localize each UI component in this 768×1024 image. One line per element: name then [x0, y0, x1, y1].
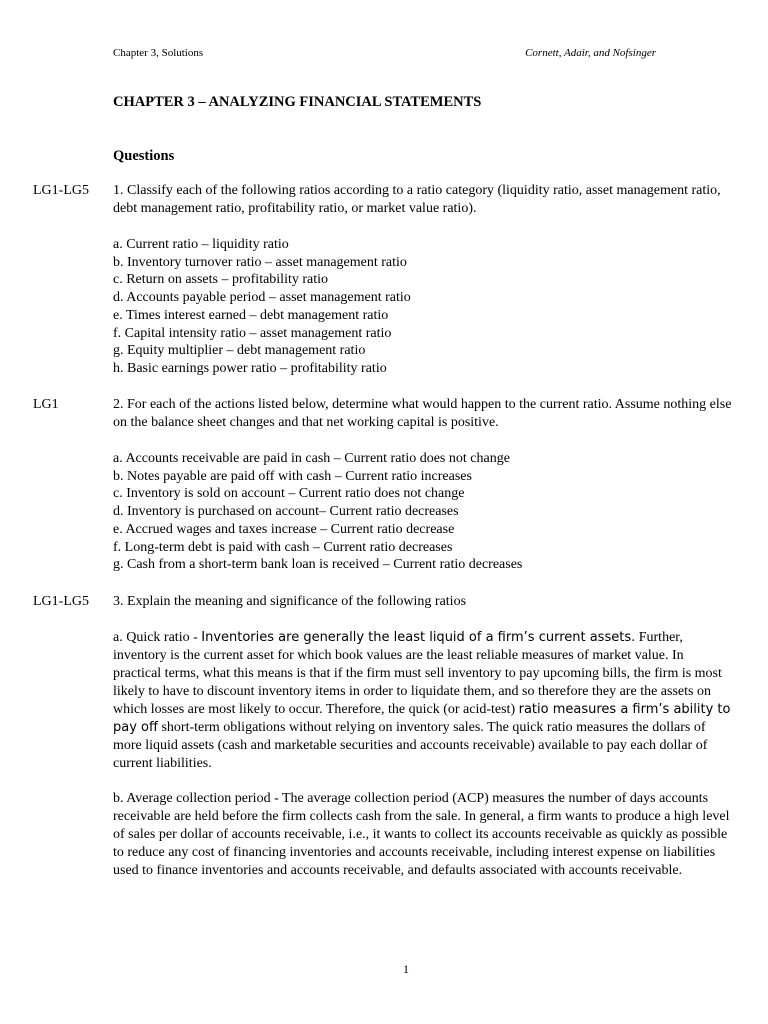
list-item: f. Long-term debt is paid with cash – Current ratio decreases	[113, 539, 453, 555]
list-item: a. Accounts receivable are paid in cash – Current ratio does not change	[113, 451, 510, 466]
answer-text: ratio measures a firm’s ability to pay off	[113, 702, 731, 735]
chapter-title: CHAPTER 3 – ANALYZING FINANCIAL STATEMENTS	[113, 94, 482, 110]
list-item: g. Cash from a short-term bank loan is received – Current ratio decreases	[113, 557, 523, 573]
question-prompt: 2. For each of the actions listed below, determine what would happen to the current ratio. Assume nothing else on the balance sheet changes and that net working capital is positive.	[113, 397, 732, 430]
question-prompt: 1. Classify each of the following ratios according to a ratio category (liquidity ratio, asset management ratio, debt management ratio, profitability ratio, or market value ratio).	[113, 183, 721, 216]
list-item: c. Inventory is sold on account – Current ratio does not change	[113, 486, 465, 502]
answer-list	[113, 236, 733, 378]
learning-goal-tag: LG1	[33, 397, 59, 412]
answer-paragraph-b: b. Average collection period - The average collection period (ACP) measures the number of days accounts receivable are held before the firm collects cash from the sale. In general, a firm wants to produce a high level of sales per dollar of accounts receivable, i.e., it wants to collect its accounts receivable as quickly as possible to reduce any cost of financing inventories and accounts receivable, including interest expense on liabilities used to finance inventories and accounts receivable, and defaults associated with accounts receivable.	[113, 791, 730, 878]
list-item: b. Notes payable are paid off with cash – Current ratio increases	[113, 468, 472, 484]
list-item: e. Accrued wages and taxes increase – Current ratio decrease	[113, 521, 455, 537]
answer-text: Inventories are generally the least liquid of a firm’s current assets.	[201, 630, 636, 645]
list-item: a. Current ratio – liquidity ratio	[113, 237, 289, 252]
list-item: c. Return on assets – profitability ratio	[113, 272, 329, 288]
running-header-left: Chapter 3, Solutions	[113, 47, 204, 59]
list-item: d. Inventory is purchased on account– Current ratio decreases	[113, 504, 459, 520]
answer-text: Further, inventory is the current asset for which book values are the least reliable measures of market value. In practical terms, what this means is that if the firm must sell inventory to pay upcoming bills, the firm is most likely to have to discount inventory items in order to liquidate them, and so therefore they are the assets on which losses are most likely to occur. Therefore, the quick (or acid-test)	[113, 630, 722, 717]
list-item: g. Equity multiplier – debt management ratio	[113, 343, 366, 359]
list-item: f. Capital intensity ratio – asset management ratio	[113, 325, 392, 341]
answer-text: a. Quick ratio -	[113, 630, 202, 645]
page-number: 1	[403, 962, 409, 976]
learning-goal-tag: LG1-LG5	[33, 594, 89, 609]
list-item: e. Times interest earned – debt management ratio	[113, 307, 389, 323]
answer-paragraph-a	[113, 629, 733, 773]
question-prompt: 3. Explain the meaning and significance of the following ratios	[113, 594, 467, 609]
section-heading: Questions	[113, 148, 175, 164]
answer-text: short-term obligations without relying on inventory sales. The quick ratio measures the dollars of more liquid assets (cash and marketable securities and accounts receivable) available to pay each dollar of current liabilities.	[113, 720, 708, 771]
list-item: b. Inventory turnover ratio – asset management ratio	[113, 254, 407, 270]
running-header-right: Cornett, Adair, and Nofsinger	[525, 47, 656, 59]
learning-goal-tag: LG1-LG5	[33, 183, 89, 198]
list-item: d. Accounts payable period – asset management ratio	[113, 290, 411, 306]
list-item: h. Basic earnings power ratio – profitability ratio	[113, 360, 387, 376]
answer-list	[113, 450, 733, 574]
